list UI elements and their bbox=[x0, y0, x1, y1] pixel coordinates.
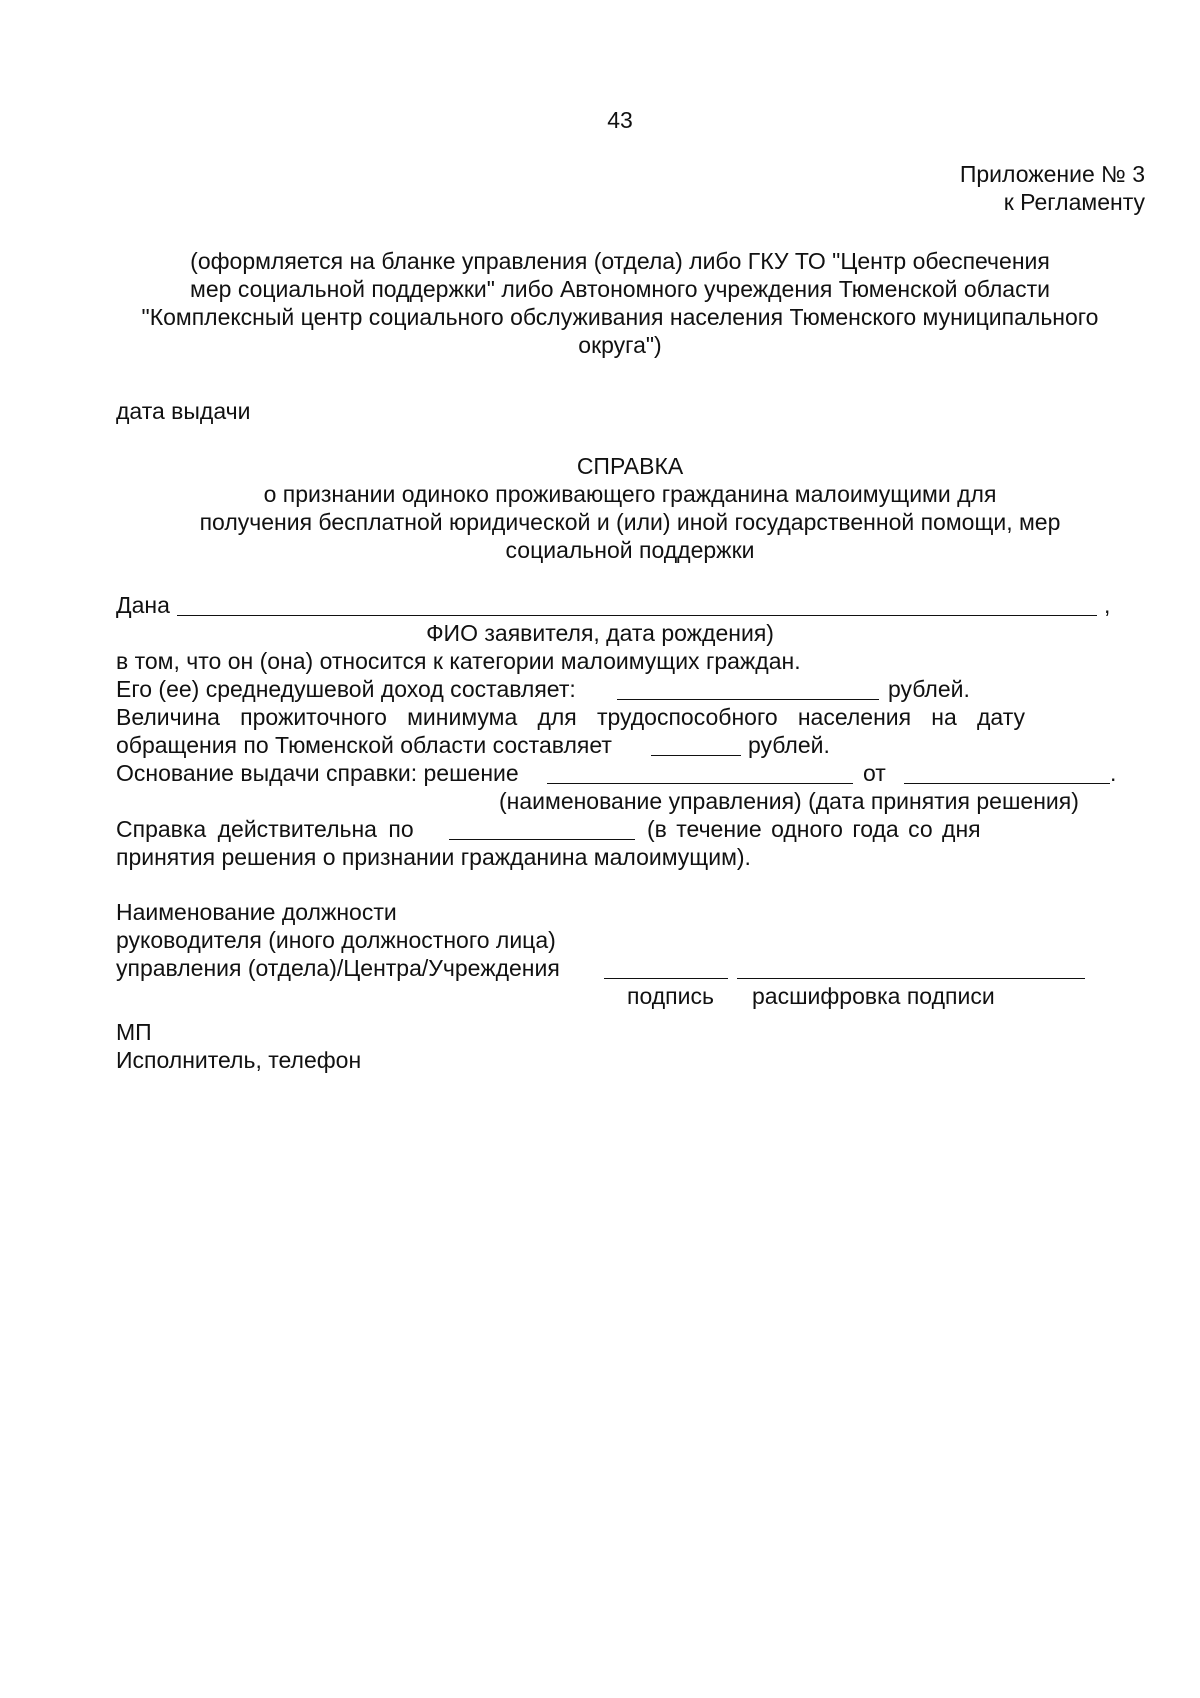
document-subtitle-line3: социальной поддержки bbox=[505, 537, 755, 563]
document-subtitle-line1: о признании одиноко проживающего гражданина малоимущими для bbox=[263, 481, 997, 507]
issue-date-label: дата выдачи bbox=[116, 398, 251, 424]
document-subtitle-line2: получения бесплатной юридической и (или) иной государственной помощи, мер bbox=[199, 509, 1061, 535]
income-label: Его (ее) среднедушевой доход составляет: bbox=[116, 676, 576, 702]
basis-label: Основание выдачи справки: решение bbox=[116, 760, 519, 786]
fio-blank-line[interactable] bbox=[177, 615, 1097, 616]
blank-note-line3: "Комплексный центр социального обслуживания населения Тюменского муниципального bbox=[141, 304, 1099, 330]
valid-line2: принятия решения о признании гражданина малоимущим). bbox=[116, 844, 751, 870]
position-title-line1: Наименование должности bbox=[116, 899, 397, 925]
appendix-number: Приложение № 3 bbox=[959, 161, 1145, 187]
basis-authority-blank-line[interactable] bbox=[547, 783, 853, 784]
valid-date-blank-line[interactable] bbox=[449, 839, 635, 840]
stamp-label: МП bbox=[116, 1019, 152, 1045]
valid-suffix: (в течение одного года со дня bbox=[647, 816, 981, 842]
signature-caption: подпись bbox=[627, 983, 714, 1009]
fio-caption: ФИО заявителя, дата рождения) bbox=[426, 620, 774, 646]
minimum-line1: Величина прожиточного минимума для трудоспособного населения на дату bbox=[116, 704, 1025, 730]
income-blank-line[interactable] bbox=[617, 699, 879, 700]
given-label: Дана bbox=[116, 592, 170, 618]
basis-date-blank-line[interactable] bbox=[904, 783, 1110, 784]
blank-note-line1: (оформляется на бланке управления (отдела) либо ГКУ ТО "Центр обеспечения bbox=[190, 248, 1050, 274]
category-text: в том, что он (она) относится к категории малоимущих граждан. bbox=[116, 648, 801, 674]
appendix-reference: к Регламенту bbox=[1003, 189, 1145, 215]
document-title: СПРАВКА bbox=[576, 453, 684, 479]
position-title-line2: руководителя (иного должностного лица) bbox=[116, 927, 556, 953]
basis-caption: (наименование управления) (дата принятия решения) bbox=[499, 788, 1079, 814]
position-title-line3: управления (отдела)/Центра/Учреждения bbox=[116, 955, 560, 981]
valid-label: Справка действительна по bbox=[116, 816, 414, 842]
minimum-unit: рублей. bbox=[748, 732, 830, 758]
signature-decode-caption: расшифровка подписи bbox=[752, 983, 995, 1009]
signature-decode-blank-line[interactable] bbox=[737, 978, 1085, 979]
blank-note-line4: округа") bbox=[578, 332, 662, 358]
minimum-line2-label: обращения по Тюменской области составляет bbox=[116, 732, 612, 758]
given-comma: , bbox=[1104, 592, 1111, 618]
income-unit: рублей. bbox=[888, 676, 970, 702]
signature-blank-line[interactable] bbox=[604, 978, 728, 979]
executor-label: Исполнитель, телефон bbox=[116, 1047, 362, 1073]
basis-from: от bbox=[863, 760, 886, 786]
blank-note-line2: мер социальной поддержки" либо Автономного учреждения Тюменской области bbox=[190, 276, 1050, 302]
basis-period: . bbox=[1110, 760, 1117, 786]
minimum-blank-line[interactable] bbox=[651, 755, 741, 756]
page-number: 43 bbox=[607, 107, 633, 133]
